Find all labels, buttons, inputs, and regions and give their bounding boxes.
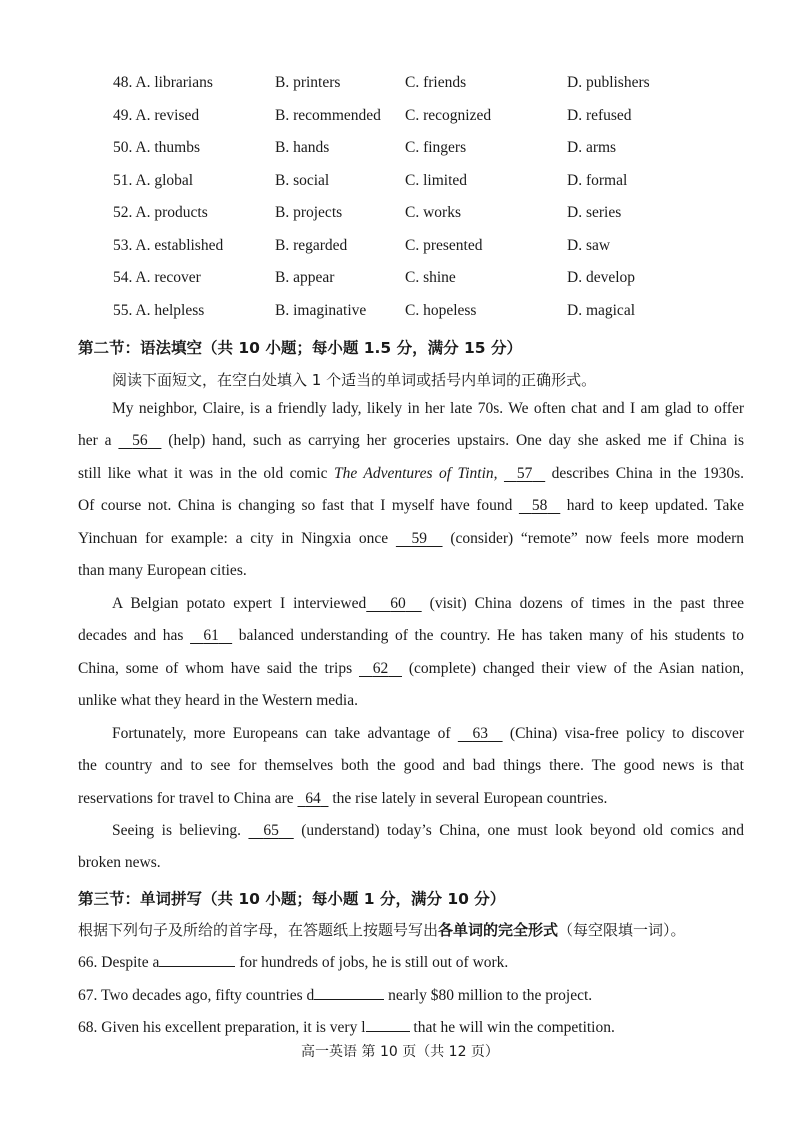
option-row [0,237,800,269]
question-number: 48. [113,74,133,91]
passage-line: Of course not. China is changing so fast that I myself have found 58 hard to keep updated. Take [78,497,745,514]
blank-62: 62 [372,660,389,677]
passage-line: My neighbor, Claire, is a friendly lady, likely in her late 70s. We often chat and I am glad to offer [112,400,744,417]
option-a-text: A. librarians [135,74,213,91]
passage-line: than many European cities. [78,562,247,579]
option-a [113,204,208,222]
option-b: B. imaginative [275,302,367,319]
option-d: D. magical [567,302,636,319]
option-c: C. limited [405,172,467,189]
passage-line: Seeing is believing. 65 (understand) today’s China, one must look beyond old comics and [112,822,745,839]
option-b: B. printers [275,74,341,91]
option-d: D. refused [567,107,632,124]
option-b: B. hands [275,139,330,156]
option-c: C. friends [405,74,467,91]
option-a-text: A. products [135,204,208,221]
passage-line: still like what it was in the old comic The Adventures of Tintin, 57 describes China in the 1930s. [78,465,744,482]
option-b: B. projects [275,204,343,221]
option-c: C. shine [405,269,456,286]
option-b: B. appear [275,269,335,286]
question-66: 66. Despite a for hundreds of jobs, he is still out of work. [78,954,509,971]
passage-line: broken news. [78,854,161,871]
question-67: 67. Two decades ago, fifty countries d nearly $80 million to the project. [78,987,593,1004]
passage-line: Yinchuan for example: a city in Ningxia once 59 (consider) “remote” now feels more modern [78,530,744,547]
blank-63: 63 [472,725,488,742]
option-a [113,269,201,287]
section3-instruction: 根据下列句子及所给的首字母，在答题纸上按题号写出各单词的完全形式（每空限填一词）。 [78,921,686,939]
question-number: 52. [113,204,133,221]
answer-line[interactable] [366,1018,410,1032]
question-number: 50. [113,139,133,156]
option-d: D. formal [567,172,628,189]
blank-61: 61 [203,627,219,644]
option-d: D. develop [567,269,636,286]
answer-line[interactable] [159,953,235,967]
option-a-text: A. thumbs [135,139,200,156]
option-c: C. works [405,204,461,221]
question-number: 54. [113,269,133,286]
passage-line: A Belgian potato expert I interviewed 60 (visit) China dozens of times in the past three [112,595,745,612]
question-number: 51. [113,172,133,189]
option-a [113,237,223,255]
section2-heading: 第二节：语法填空（共 10 小题；每小题 1.5 分，满分 15 分） [78,339,522,357]
blank-57: 57 [516,465,533,482]
blank-60: 60 [390,595,406,612]
option-c: C. recognized [405,107,492,124]
blank-56: 56 [132,432,148,449]
question-68: 68. Given his excellent preparation, it is very l that he will win the competition. [78,1019,615,1036]
question-number: 55. [113,302,133,319]
option-row [0,302,800,334]
comic-title: The Adventures of Tintin, [333,465,498,482]
question-number: 49. [113,107,133,124]
option-b: B. regarded [275,237,348,254]
option-a-text: A. revised [135,107,200,124]
option-a [113,74,213,92]
option-row [0,107,800,139]
option-row [0,139,800,171]
option-a-text: A. established [135,237,224,254]
option-row [0,172,800,204]
option-b: B. social [275,172,330,189]
option-a [113,172,193,190]
passage-line: the country and to see for themselves both the good and bad things there. The good news is that [78,757,744,774]
page-footer: 高一英语 第 10 页（共 12 页） [301,1044,499,1060]
option-a-text: A. helpless [135,302,205,319]
option-c: C. presented [405,237,483,254]
option-c: C. hopeless [405,302,477,319]
blank-64: 64 [305,790,321,807]
blank-65: 65 [263,822,279,839]
passage-line: unlike what they heard in the Western media. [78,692,358,709]
option-row [0,269,800,301]
passage-line: Fortunately, more Europeans can take advantage of 63 (China) visa-free policy to discover [112,725,745,742]
option-a [113,139,200,157]
option-d: D. saw [567,237,611,254]
option-b: B. recommended [275,107,381,124]
answer-line[interactable] [314,986,384,1000]
option-row [0,204,800,236]
blank-58: 58 [531,497,548,514]
option-c: C. fingers [405,139,467,156]
option-a [113,107,199,125]
question-number: 53. [113,237,133,254]
passage-line: decades and has 61 balanced understanding of the country. He has taken many of his students to [78,627,745,644]
passage-line: reservations for travel to China are 64 the rise lately in several European countries. [78,790,608,807]
passage-line: China, some of whom have said the trips 62 (complete) changed their view of the Asian nation, [78,660,745,677]
option-d: D. publishers [567,74,650,91]
option-a-text: A. recover [135,269,201,286]
option-row [0,74,800,106]
passage-line: her a 56 (help) hand, such as carrying her groceries upstairs. One day she asked me if China is [78,432,744,449]
section3-heading: 第三节：单词拼写（共 10 小题；每小题 1 分，满分 10 分） [78,890,506,908]
option-a [113,302,204,320]
option-d: D. series [567,204,622,221]
option-d: D. arms [567,139,617,156]
option-a-text: A. global [135,172,194,189]
section2-instruction: 阅读下面短文，在空白处填入 1 个适当的单词或括号内单词的正确形式。 [112,371,597,389]
blank-59: 59 [411,530,427,547]
